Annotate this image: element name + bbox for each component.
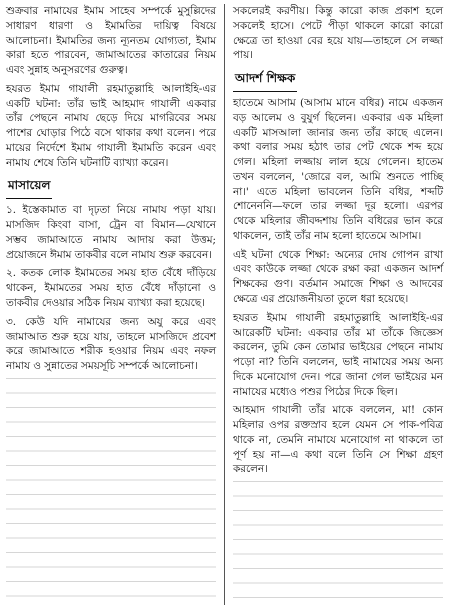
text-continuation	[233, 481, 443, 605]
right-closing-paragraph: আহমাদ গাযালী তাঁর মাকে বললেন, মা! কোন মহিলার ওপর রক্তস্রাব হলে যেমন সে পাক-পবিত্র থাকে না, তেমনি নামাযে মনোযোগ না থাকলে তা পূর্ণ হয় না—এ কথা বলে তিনি সে শিক্ষা গ্রহণ করলেন।	[233, 404, 443, 476]
right-story-paragraph: হাতেমে আসাম (আসাম মানে বধির) নামে একজন বড় আলেম ও বুযুর্গ ছিলেন। একবার এক মহিলা একটি মাসআলা জানার জন্য তাঁর কাছে এলেন। কথা বলার সময় হঠাৎ তার পেট থেকে শব্দ হয়ে গেল। মহিলা লজ্জায় লাল হয়ে গেলেন। হাতেম তখন বললেন, 'জোরে বল, আমি শুনতে পাচ্ছি না।' এতে মহিলা ভাবলেন তিনি বধির, শব্দটি শোনেননি—ফলে তার লজ্জা দূর হলো। এরপর থেকে মহিলার জীবদ্দশায় তিনি বধিরের ভান করে থাকলেন, তাই তাঁর নাম হলো হাতেমে আসাম।	[233, 97, 443, 242]
right-intro-paragraph: সকলেরই করণীয়। কিন্তু কারো কাজ প্রকাশ হলে সকলেই হাসে। পেটে পীড়া থাকলে কারো কারো ক্ষেত্রে তা হাওয়া বের হয়ে যায়—তাহলে সে লজ্জা পায়।	[233, 5, 443, 62]
rule-paragraph-1: ১. ইস্তেকামাত বা দৃঢ়তা নিয়ে নামায পড়া যায়। মাসজিদ কিংবা বাসা, ট্রেন বা বিমান—যেখানে সম্ভব জামাআতে নামায আদায় করা উত্তম; প্রয়োজনে ঈমাম তাকবীর বলে নামায শুরু করবেন।	[6, 204, 216, 261]
right-lesson-paragraph: এই ঘটনা থেকে শিক্ষা: অন্যের দোষ গোপন রাখা এবং কাউকে লজ্জা থেকে রক্ষা করা একজন আদর্শ শিক্ষকের গুণ। বর্তমান সমাজে শিক্ষা ও আদবের ক্ষেত্রে এর প্রয়োজনীয়তা তুলে ধরা হয়েছে।	[233, 248, 443, 306]
column-divider	[224, 4, 225, 605]
left-intro-paragraph: শুক্রবার নামাযের ইমাম সাহেব সম্পর্কে মুসুল্লিদের সাধারণ ধারণা ও ইমামতির দায়িত্ব বিষয়ে আলোচনা। ইমামতির জন্য ন্যূনতম যোগ্যতা, ইমাম কারা হতে পারবেন, জামাআতের কাতারের নিয়ম এবং সুন্নাহ অনুসরণের গুরুত্ব।	[6, 5, 216, 77]
right-column	[233, 4, 443, 605]
text-continuation	[6, 378, 216, 605]
section-heading-masayel: মাসায়েল	[6, 176, 52, 199]
rule-paragraph-3: ৩. কেউ যদি নামাযের জন্য অযু করে এবং জামাআত শুরু হয়ে যায়, তাহলে মাসজিদে প্রবেশ করে জামাআতে শরীক হওয়ার নিয়ম এবং নফল নামায ও সুন্নাতের সময়সূচি সম্পর্কে আলোচনা।	[6, 315, 216, 373]
right-story2-paragraph: হযরত ইমাম গাযালী রহমাতুল্লাহি আলাইহি-এর আরেকটি ঘটনা: একবার তাঁর মা তাঁকে জিজ্ঞেস করলেন, তুমি কেন তোমার ভাইয়ের পেছনে নামায পড়ো না? তিনি বললেন, ভাই নামাযের সময় অন্য দিকে মনোযোগ দেন। পরে জানা গেল ভাইয়ের মন নামাযের মধ্যেও পশুর পিঠের দিকে ছিল।	[233, 311, 443, 398]
rule-paragraph-2: ২. কতক লোক ইমামতের সময় হাত বেঁধে দাঁড়িয়ে থাকেন, ইমামতের সময় হাত বেঁধে দাঁড়ানো ও তাকবীর দেওয়ার সঠিক নিয়ম ব্যাখ্যা করা হয়েছে।	[6, 267, 216, 310]
left-column	[6, 4, 216, 605]
left-story-paragraph: হযরত ইমাম গাযালী রহমাতুল্লাহি আলাইহি-এর একটি ঘটনা: তাঁর ভাই আহমাদ গাযালী একবার তাঁর পেছনে নামায ছেড়ে দিয়ে মাগরিবের সময় পাশের ঘোড়ার পিঠে বসে থাকার কথা বলেন। পরে মায়ের নির্দেশে ইমাম গাযালী ইমামতি করেন এবং নামায শেষে তিনি ঘটনাটি ব্যাখ্যা করেন।	[6, 82, 216, 169]
section-heading-ideal-teacher: আদর্শ শিক্ষক	[233, 69, 297, 92]
